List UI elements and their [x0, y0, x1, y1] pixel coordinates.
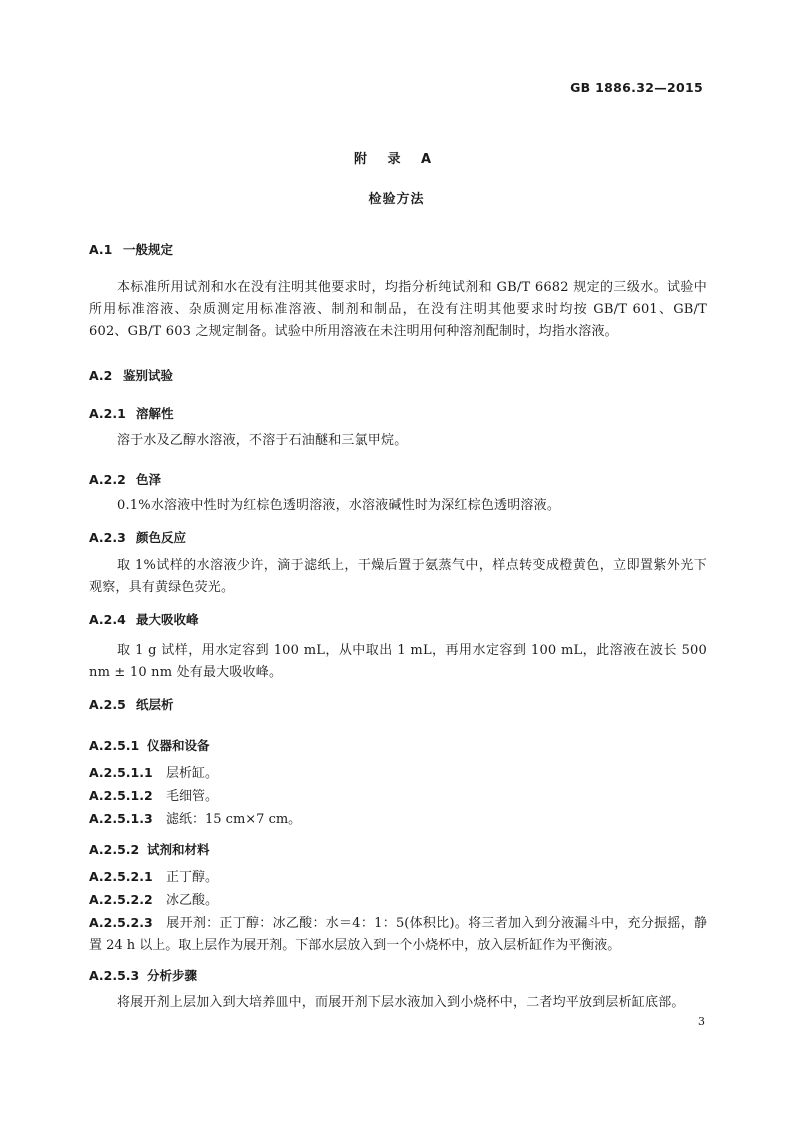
- section-title: 鉴别试验: [123, 368, 174, 383]
- section-number: A.2.5.2: [89, 842, 140, 857]
- section-title: 色泽: [136, 472, 162, 487]
- section-a251-items: [89, 762, 707, 831]
- section-number: A.2: [89, 368, 113, 383]
- section-a24-body: [89, 640, 707, 684]
- section-number: A.1: [89, 242, 113, 257]
- section-number: A.2.1: [89, 406, 126, 421]
- section-a25-heading: [89, 695, 707, 713]
- item-text: 展开剂：正丁醇：冰乙酸：水＝4：1：5(体积比)。将三者加入到分液漏斗中，充分振摇，静置 24 h 以上。取上层作为展开剂。下部水层放入到一个小烧杯中，放入层析缸作为平衡液。: [89, 916, 707, 953]
- item-number: A.2.5.2.3: [89, 915, 153, 930]
- list-item: [89, 912, 707, 957]
- item-number: A.2.5.2.2: [89, 892, 153, 907]
- appendix-title: 检验方法: [368, 192, 425, 207]
- list-item: [89, 808, 707, 831]
- item-text: 滤纸：15 cm×7 cm。: [166, 812, 302, 827]
- section-a21-heading: [89, 404, 707, 422]
- list-item: [89, 866, 707, 889]
- section-a253-heading: [89, 966, 707, 984]
- section-a22-heading: [89, 470, 707, 488]
- section-title: 一般规定: [123, 242, 174, 257]
- item-number: A.2.5.1.3: [89, 811, 153, 826]
- list-item: [89, 762, 707, 785]
- section-title: 最大吸收峰: [136, 612, 199, 627]
- item-text: 正丁醇。: [166, 870, 219, 885]
- section-a21-body: [89, 430, 707, 452]
- appendix-label: 附 录 A: [353, 152, 440, 167]
- item-number: A.2.5.2.1: [89, 869, 153, 884]
- section-number: A.2.3: [89, 530, 126, 545]
- section-a22-body: [89, 495, 707, 517]
- section-a252-items: [89, 866, 707, 957]
- section-number: A.2.4: [89, 612, 126, 627]
- list-item: [89, 785, 707, 808]
- section-title: 分析步骤: [147, 968, 198, 983]
- section-title: 仪器和设备: [147, 738, 210, 753]
- section-a24-heading: [89, 610, 707, 628]
- section-title: 纸层析: [136, 697, 174, 712]
- paragraph: 溶于水及乙醇水溶液，不溶于石油醚和三氯甲烷。: [117, 433, 408, 448]
- item-number: A.2.5.1.2: [89, 788, 153, 803]
- section-a2-heading: [89, 366, 707, 384]
- section-a251-heading: [89, 736, 707, 754]
- section-a23-body: [89, 555, 707, 599]
- section-number: A.2.2: [89, 472, 126, 487]
- paragraph: 将展开剂上层加入到大培养皿中，而展开剂下层水液加入到小烧杯中，二者均平放到层析缸底部。: [117, 995, 685, 1010]
- standard-code-header: GB 1886.32—2015: [570, 80, 703, 95]
- section-a252-heading: [89, 840, 707, 858]
- item-text: 层析缸。: [166, 766, 219, 781]
- paragraph: 取 1%试样的水溶液少许，滴于滤纸上，干燥后置于氨蒸气中，样点转变成橙黄色，立即置紫外光下观察，具有黄绿色荧光。: [89, 558, 707, 595]
- section-number: A.2.5: [89, 697, 126, 712]
- section-a253-body: [89, 992, 707, 1014]
- page-number: 3: [698, 1015, 705, 1028]
- section-number: A.2.5.1: [89, 738, 140, 753]
- section-number: A.2.5.3: [89, 968, 140, 983]
- section-title: 溶解性: [136, 406, 174, 421]
- item-text: 毛细管。: [166, 789, 219, 804]
- section-a1-heading: [89, 240, 707, 258]
- item-text: 冰乙酸。: [166, 893, 219, 908]
- section-a1-body: [89, 277, 707, 343]
- paragraph: 0.1%水溶液中性时为红棕色透明溶液，水溶液碱性时为深红棕色透明溶液。: [117, 498, 561, 513]
- list-item: [89, 889, 707, 912]
- section-title: 颜色反应: [136, 530, 187, 545]
- paragraph: 本标准所用试剂和水在没有注明其他要求时，均指分析纯试剂和 GB/T 6682 规定的三级水。试验中所用标准溶液、杂质测定用标准溶液、制剂和制品，在没有注明其他要求时均按 GB/T 601、GB/T 602、GB/T 603 之规定制备。试验中所用溶液在未注明用何种溶剂配制时，均指水溶液。: [89, 280, 707, 339]
- paragraph: 取 1 g 试样，用水定容到 100 mL，从中取出 1 mL，再用水定容到 100 mL，此溶液在波长 500 nm ± 10 nm 处有最大吸收峰。: [89, 643, 707, 680]
- section-title: 试剂和材料: [147, 842, 210, 857]
- item-number: A.2.5.1.1: [89, 765, 153, 780]
- section-a23-heading: [89, 528, 707, 546]
